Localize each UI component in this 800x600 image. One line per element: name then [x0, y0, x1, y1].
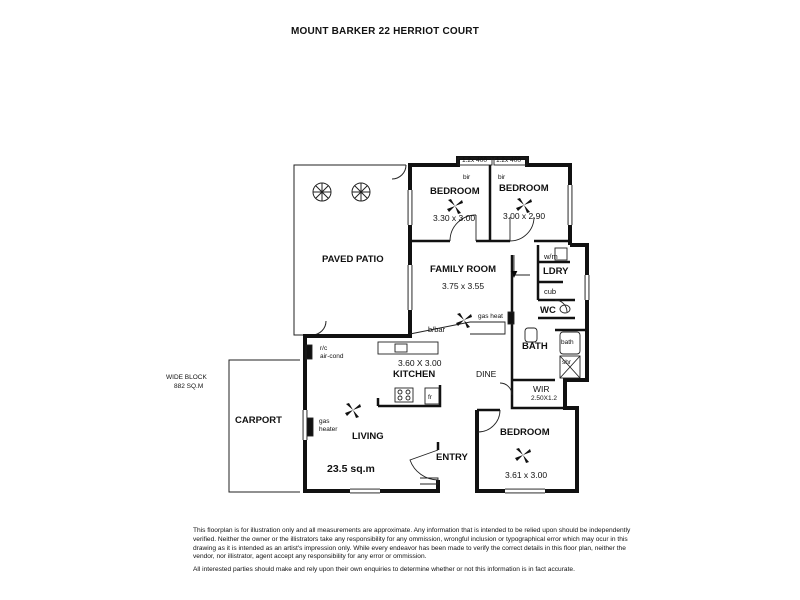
disclaimer-paragraph-1: This floorplan is for illustration only and all measurements are approximate. Any information that is intended to be relied upon should be independently verified. Neither the owner or the illistrators take any responsibility for any ommission, wrongful inclusion or typographical error which may ocur in this drawing as it is intended as an artist's impression only. While every endeavor has been made to verify the correct details in this floor plan, neither the vendor, nor illistrator, agent accept any responsibility for any error or ommission.: [193, 527, 631, 561]
dine-label: DINE: [476, 369, 497, 379]
wir-size: 2.50X1.2: [531, 395, 558, 402]
aircon-label-1: r/c: [320, 345, 328, 352]
family-room-label: FAMILY ROOM: [430, 264, 496, 275]
carport-outline: [229, 360, 300, 492]
living-area: 23.5 sq.m: [327, 463, 375, 475]
window-lines: [303, 185, 589, 493]
wc-label: WC: [540, 305, 556, 316]
patio-label: PAVED PATIO: [322, 254, 384, 265]
shower-label: shr: [562, 359, 572, 366]
disclaimer: [193, 527, 633, 579]
robe-size-2: 1.2x 400: [496, 157, 521, 164]
gas-heater-unit: [307, 418, 313, 436]
aircon-label-2: air-cond: [320, 353, 344, 360]
patio-outline: [294, 165, 392, 335]
gas-heater-label-2: heater: [319, 426, 338, 433]
gas-heat-label: gas heat: [478, 313, 503, 320]
laundry-label: LDRY: [543, 266, 569, 277]
ceiling-fan-icon: [345, 403, 361, 418]
kitchen-size: 3.60 X 3.00: [398, 358, 442, 368]
entry-label: ENTRY: [436, 452, 468, 463]
plan-title: MOUNT BARKER 22 HERRIOT COURT: [290, 26, 480, 37]
exterior-walls: [305, 158, 587, 491]
bir-label-1: bir: [463, 174, 471, 181]
ceiling-fan-icon: [447, 199, 463, 214]
bedroom3-label: BEDROOM: [500, 427, 550, 438]
fridge-label: fr: [428, 394, 432, 401]
breakfast-bar-label: b/bar: [428, 325, 446, 334]
washing-machine-label: w/m: [544, 252, 558, 261]
bedroom2-label: BEDROOM: [499, 183, 549, 194]
kitchen-bench: [378, 342, 438, 354]
bedroom3-size: 3.61 x 3.00: [505, 470, 548, 480]
bir-label-2: bir: [498, 174, 506, 181]
bedroom2-size: 3.00 x 2.90: [503, 211, 546, 221]
bedroom1-label: BEDROOM: [430, 186, 480, 197]
patio-door: [392, 165, 406, 179]
bath-label: BATH: [522, 341, 548, 352]
gas-heater-label-1: gas: [319, 418, 330, 425]
ceiling-fan-icon: [515, 448, 531, 463]
aircon-unit: [306, 345, 312, 359]
toilet-icon: [560, 305, 570, 313]
block-label-2: 882 SQ.M: [174, 383, 204, 390]
bedroom1-size: 3.30 x 3.00: [433, 213, 476, 223]
family-room-size: 3.75 x 3.55: [442, 281, 485, 291]
living-label: LIVING: [352, 431, 384, 442]
cupboard-label: cub: [544, 287, 557, 296]
robe-size-1: 1.2x 400: [462, 157, 487, 164]
disclaimer-paragraph-2: All interested parties should make and rely upon their own enquiries to determine whether or not this information is in fact accurate.: [193, 566, 575, 574]
bathtub-label: bath: [561, 339, 574, 346]
block-label-1: WIDE BLOCK: [166, 374, 207, 381]
ceiling-fan-icon: [456, 313, 472, 328]
cooktop: [395, 388, 413, 402]
kitchen-label: KITCHEN: [393, 369, 436, 380]
carport-label: CARPORT: [235, 415, 282, 426]
wir-label: WIR: [533, 384, 550, 394]
